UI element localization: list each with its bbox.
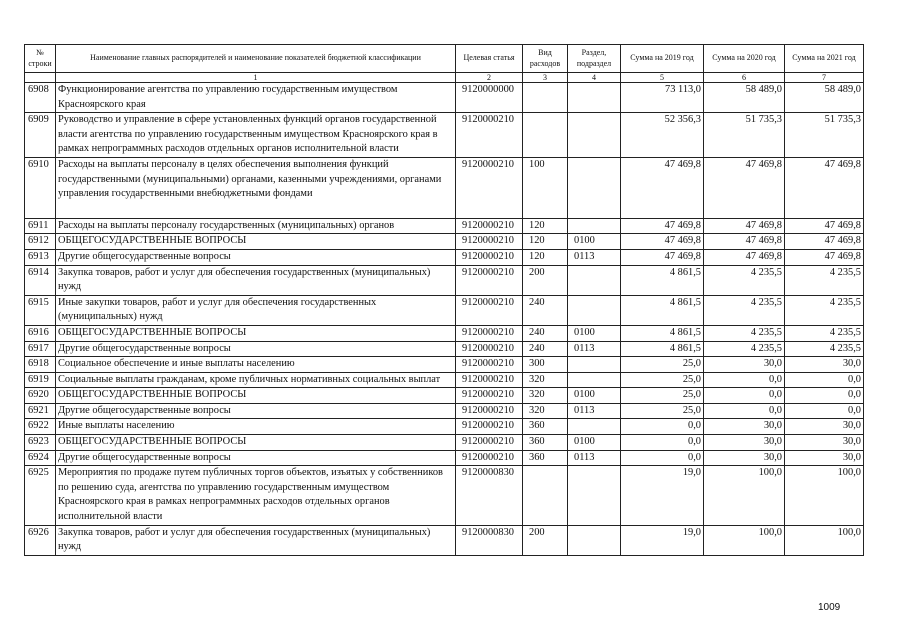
table-row	[25, 388, 864, 404]
page-number: 1009	[818, 602, 841, 613]
row-sum-2021: 4 235,5	[785, 295, 864, 325]
row-sum-2021: 47 469,8	[785, 234, 864, 250]
row-sum-2021: 4 235,5	[785, 341, 864, 357]
table-row	[25, 435, 864, 451]
row-target-article: 9120000210	[456, 325, 523, 341]
row-expense-type: 360	[523, 419, 568, 435]
row-expense-type	[523, 466, 568, 525]
row-number: 6910	[25, 157, 56, 218]
row-sum-2020: 30,0	[704, 450, 785, 466]
row-name: Иные закупки товаров, работ и услуг для обеспечения государственных (муниципальных) нужд	[56, 295, 456, 325]
row-number: 6922	[25, 419, 56, 435]
row-name: Руководство и управление в сфере установленных функций органов государственной власти агентства по управлению государственным имуществом Красноярского края в рамках непрограммных расходов отдельных органов исполнительной власти	[56, 113, 456, 158]
row-number: 6923	[25, 435, 56, 451]
row-target-article: 9120000210	[456, 249, 523, 265]
row-sum-2021: 47 469,8	[785, 157, 864, 218]
row-expense-type: 300	[523, 357, 568, 373]
row-target-article: 9120000000	[456, 83, 523, 113]
row-section	[568, 466, 621, 525]
row-sum-2019: 52 356,3	[621, 113, 704, 158]
budget-table-sheet	[24, 44, 863, 556]
row-sum-2019: 0,0	[621, 435, 704, 451]
table-row	[25, 525, 864, 555]
row-expense-type: 320	[523, 403, 568, 419]
row-name: Другие общегосударственные вопросы	[56, 403, 456, 419]
row-sum-2019: 4 861,5	[621, 265, 704, 295]
table-row	[25, 466, 864, 525]
row-name: Социальные выплаты гражданам, кроме публичных нормативных социальных выплат	[56, 372, 456, 388]
row-target-article: 9120000210	[456, 450, 523, 466]
row-name: Закупка товаров, работ и услуг для обеспечения государственных (муниципальных) нужд	[56, 525, 456, 555]
row-name: Закупка товаров, работ и услуг для обеспечения государственных (муниципальных) нужд	[56, 265, 456, 295]
row-sum-2020: 51 735,3	[704, 113, 785, 158]
column-index: 5	[621, 73, 704, 83]
row-sum-2021: 30,0	[785, 419, 864, 435]
row-target-article: 9120000210	[456, 295, 523, 325]
row-number: 6924	[25, 450, 56, 466]
row-target-article: 9120000210	[456, 419, 523, 435]
row-sum-2021: 0,0	[785, 388, 864, 404]
row-sum-2019: 0,0	[621, 419, 704, 435]
row-sum-2020: 58 489,0	[704, 83, 785, 113]
row-sum-2019: 47 469,8	[621, 157, 704, 218]
table-row	[25, 341, 864, 357]
row-name: Другие общегосударственные вопросы	[56, 249, 456, 265]
row-expense-type: 360	[523, 450, 568, 466]
row-number: 6912	[25, 234, 56, 250]
row-sum-2021: 100,0	[785, 466, 864, 525]
row-sum-2019: 4 861,5	[621, 341, 704, 357]
row-section	[568, 357, 621, 373]
budget-table	[24, 44, 864, 556]
row-number: 6917	[25, 341, 56, 357]
row-name: ОБЩЕГОСУДАРСТВЕННЫЕ ВОПРОСЫ	[56, 435, 456, 451]
row-sum-2021: 0,0	[785, 403, 864, 419]
header-name: Наименование главных распорядителей и наименование показателей бюджетной классификации	[56, 45, 456, 73]
row-sum-2019: 4 861,5	[621, 295, 704, 325]
header-code: Целевая статья	[456, 45, 523, 73]
row-expense-type	[523, 113, 568, 158]
row-target-article: 9120000830	[456, 466, 523, 525]
table-row	[25, 403, 864, 419]
row-sum-2020: 47 469,8	[704, 234, 785, 250]
row-sum-2019: 19,0	[621, 466, 704, 525]
row-number: 6926	[25, 525, 56, 555]
row-sum-2020: 4 235,5	[704, 325, 785, 341]
row-sum-2020: 100,0	[704, 466, 785, 525]
row-sum-2021: 0,0	[785, 372, 864, 388]
column-index: 4	[568, 73, 621, 83]
row-number: 6920	[25, 388, 56, 404]
row-section: 0100	[568, 234, 621, 250]
table-row	[25, 372, 864, 388]
row-section	[568, 419, 621, 435]
row-number: 6913	[25, 249, 56, 265]
row-target-article: 9120000210	[456, 435, 523, 451]
row-sum-2021: 47 469,8	[785, 218, 864, 234]
row-sum-2020: 4 235,5	[704, 295, 785, 325]
row-target-article: 9120000210	[456, 341, 523, 357]
row-target-article: 9120000830	[456, 525, 523, 555]
row-expense-type: 200	[523, 265, 568, 295]
row-sum-2020: 30,0	[704, 357, 785, 373]
table-header	[25, 45, 864, 83]
row-sum-2020: 30,0	[704, 419, 785, 435]
row-sum-2020: 0,0	[704, 388, 785, 404]
row-sum-2021: 30,0	[785, 357, 864, 373]
row-sum-2021: 4 235,5	[785, 325, 864, 341]
row-sum-2019: 4 861,5	[621, 325, 704, 341]
row-name: ОБЩЕГОСУДАРСТВЕННЫЕ ВОПРОСЫ	[56, 325, 456, 341]
row-target-article: 9120000210	[456, 113, 523, 158]
row-section: 0113	[568, 403, 621, 419]
table-row	[25, 157, 864, 218]
column-index: 7	[785, 73, 864, 83]
row-name: Функционирование агентства по управлению государственным имуществом Красноярского края	[56, 83, 456, 113]
row-expense-type: 120	[523, 218, 568, 234]
row-name: Другие общегосударственные вопросы	[56, 450, 456, 466]
row-sum-2019: 25,0	[621, 357, 704, 373]
row-name: Расходы на выплаты персоналу в целях обеспечения выполнения функций государственными (муниципальными) органами, казенными учреждениями, органами управления государственными внебюджетными фондами	[56, 157, 456, 218]
row-sum-2020: 4 235,5	[704, 341, 785, 357]
row-target-article: 9120000210	[456, 157, 523, 218]
row-number: 6921	[25, 403, 56, 419]
table-row	[25, 113, 864, 158]
header-sum-2021: Сумма на 2021 год	[785, 45, 864, 73]
row-name: Социальное обеспечение и иные выплаты населению	[56, 357, 456, 373]
row-sum-2019: 25,0	[621, 372, 704, 388]
table-row	[25, 218, 864, 234]
row-sum-2020: 100,0	[704, 525, 785, 555]
column-index: 3	[523, 73, 568, 83]
row-sum-2020: 30,0	[704, 435, 785, 451]
row-sum-2021: 30,0	[785, 450, 864, 466]
row-number: 6911	[25, 218, 56, 234]
row-target-article: 9120000210	[456, 388, 523, 404]
row-expense-type: 320	[523, 372, 568, 388]
row-sum-2020: 0,0	[704, 403, 785, 419]
row-section	[568, 372, 621, 388]
row-sum-2021: 30,0	[785, 435, 864, 451]
row-sum-2019: 47 469,8	[621, 234, 704, 250]
row-sum-2019: 47 469,8	[621, 249, 704, 265]
row-sum-2020: 47 469,8	[704, 218, 785, 234]
table-row	[25, 357, 864, 373]
column-index: 2	[456, 73, 523, 83]
row-section: 0113	[568, 341, 621, 357]
header-sum-2019: Сумма на 2019 год	[621, 45, 704, 73]
row-name: Иные выплаты населению	[56, 419, 456, 435]
row-section: 0100	[568, 388, 621, 404]
row-number: 6908	[25, 83, 56, 113]
row-sum-2021: 51 735,3	[785, 113, 864, 158]
row-sum-2019: 47 469,8	[621, 218, 704, 234]
row-sum-2021: 4 235,5	[785, 265, 864, 295]
row-target-article: 9120000210	[456, 218, 523, 234]
row-number: 6918	[25, 357, 56, 373]
row-sum-2020: 47 469,8	[704, 157, 785, 218]
table-row	[25, 234, 864, 250]
row-section: 0100	[568, 325, 621, 341]
row-section	[568, 83, 621, 113]
row-sum-2019: 19,0	[621, 525, 704, 555]
row-expense-type: 360	[523, 435, 568, 451]
table-body	[25, 83, 864, 556]
table-row	[25, 83, 864, 113]
row-section	[568, 265, 621, 295]
row-expense-type: 240	[523, 295, 568, 325]
row-target-article: 9120000210	[456, 403, 523, 419]
row-sum-2020: 0,0	[704, 372, 785, 388]
row-number: 6919	[25, 372, 56, 388]
row-section	[568, 525, 621, 555]
row-number: 6909	[25, 113, 56, 158]
row-name: ОБЩЕГОСУДАРСТВЕННЫЕ ВОПРОСЫ	[56, 388, 456, 404]
column-index: 1	[56, 73, 456, 83]
row-target-article: 9120000210	[456, 372, 523, 388]
row-section: 0100	[568, 435, 621, 451]
row-sum-2019: 0,0	[621, 450, 704, 466]
row-sum-2019: 73 113,0	[621, 83, 704, 113]
row-target-article: 9120000210	[456, 234, 523, 250]
table-row	[25, 265, 864, 295]
header-sum-2020: Сумма на 2020 год	[704, 45, 785, 73]
row-section	[568, 218, 621, 234]
row-expense-type: 120	[523, 234, 568, 250]
row-name: Расходы на выплаты персоналу государственных (муниципальных) органов	[56, 218, 456, 234]
row-number: 6925	[25, 466, 56, 525]
header-razdel: Раздел, подраздел	[568, 45, 621, 73]
header-num: № строки	[25, 45, 56, 73]
row-sum-2021: 100,0	[785, 525, 864, 555]
row-sum-2021: 47 469,8	[785, 249, 864, 265]
table-row	[25, 295, 864, 325]
table-row	[25, 249, 864, 265]
row-section: 0113	[568, 450, 621, 466]
row-name: ОБЩЕГОСУДАРСТВЕННЫЕ ВОПРОСЫ	[56, 234, 456, 250]
row-expense-type: 100	[523, 157, 568, 218]
row-name: Другие общегосударственные вопросы	[56, 341, 456, 357]
table-row	[25, 325, 864, 341]
row-sum-2019: 25,0	[621, 403, 704, 419]
row-number: 6914	[25, 265, 56, 295]
row-target-article: 9120000210	[456, 357, 523, 373]
row-expense-type	[523, 83, 568, 113]
row-number: 6915	[25, 295, 56, 325]
row-expense-type: 240	[523, 325, 568, 341]
row-section: 0113	[568, 249, 621, 265]
row-sum-2021: 58 489,0	[785, 83, 864, 113]
row-section	[568, 157, 621, 218]
row-number: 6916	[25, 325, 56, 341]
row-name: Мероприятия по продаже путем публичных торгов объектов, изъятых у собственников по решению суда, агентства по управлению государственным имуществом Красноярского края в рамках непрограммных расходов отдельных органов исполнительной власти	[56, 466, 456, 525]
row-section	[568, 113, 621, 158]
row-expense-type: 120	[523, 249, 568, 265]
row-sum-2020: 4 235,5	[704, 265, 785, 295]
header-vid: Вид расходов	[523, 45, 568, 73]
row-expense-type: 240	[523, 341, 568, 357]
row-sum-2020: 47 469,8	[704, 249, 785, 265]
column-index: 6	[704, 73, 785, 83]
row-sum-2019: 25,0	[621, 388, 704, 404]
row-target-article: 9120000210	[456, 265, 523, 295]
row-section	[568, 295, 621, 325]
row-expense-type: 200	[523, 525, 568, 555]
table-row	[25, 419, 864, 435]
table-row	[25, 450, 864, 466]
row-expense-type: 320	[523, 388, 568, 404]
column-index-blank	[25, 73, 56, 83]
